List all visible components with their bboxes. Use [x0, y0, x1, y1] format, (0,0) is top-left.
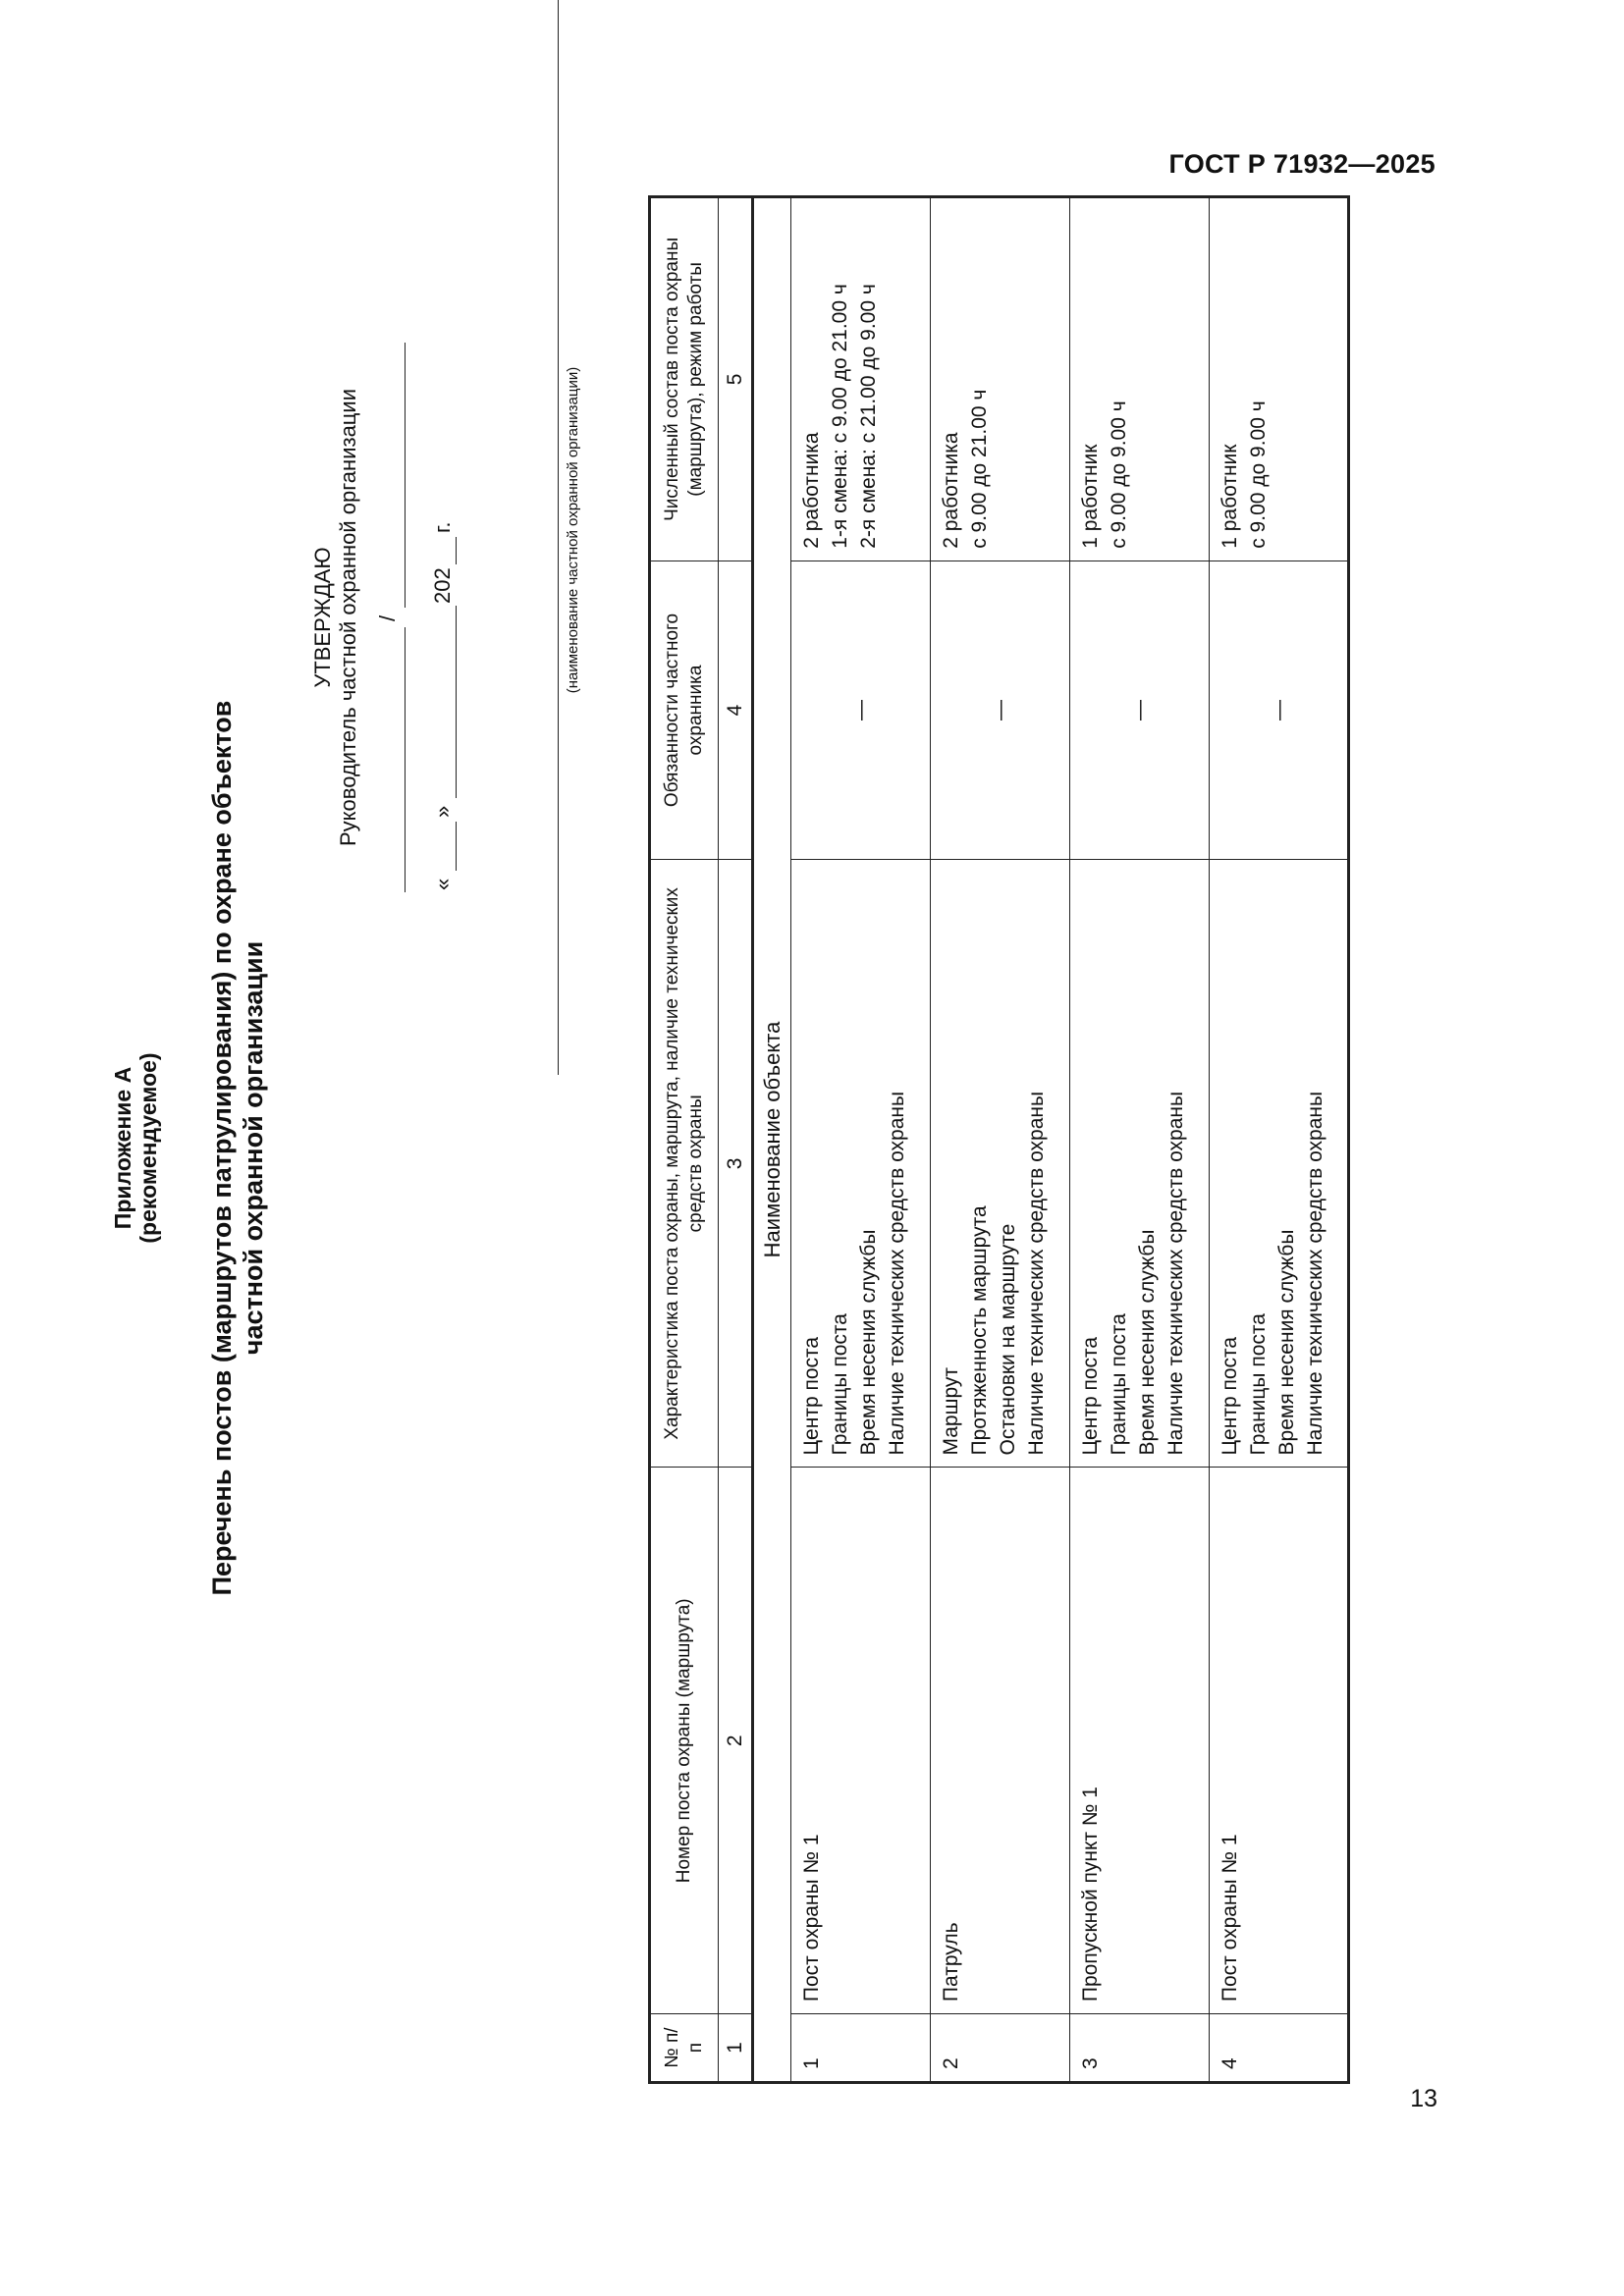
guard-duties: —: [1070, 561, 1210, 859]
staff-line: 2 работника: [940, 432, 962, 549]
row-number: 1: [791, 2014, 931, 2083]
appendix-heading: [110, 0, 161, 2296]
characteristic-line: Наличие технических средств охраны: [1304, 1091, 1326, 1456]
table-row: [1210, 197, 1349, 2083]
post-name: Пост охраны № 1: [791, 1468, 931, 2014]
column-number: 4: [719, 561, 753, 859]
guard-duties: —: [791, 561, 931, 859]
column-number: 2: [719, 1468, 753, 2014]
staff-line: 1-я смена: с 9.00 до 21.00 ч: [829, 284, 851, 549]
row-number: 4: [1210, 2014, 1349, 2083]
approval-block: [310, 333, 455, 902]
post-characteristics: [1070, 860, 1210, 1468]
staff-schedule: [931, 197, 1070, 561]
post-name: Пост охраны № 1: [1210, 1468, 1349, 2014]
characteristic-line: Протяженность маршрута: [968, 1205, 991, 1456]
table-row: [1070, 197, 1210, 2083]
staff-schedule: [791, 197, 931, 561]
standard-code: ГОСТ Р 71932—2025: [1168, 149, 1435, 179]
characteristic-line: Наличие технических средств охраны: [1164, 1091, 1187, 1456]
header-characteristics: Характеристика поста охраны, маршрута, наличие технических средств охраны: [650, 860, 719, 1468]
staff-line: 2 работника: [800, 432, 823, 549]
table-header-row: [650, 197, 719, 2083]
year-prefix: 202: [430, 567, 455, 604]
date-quote-open: «: [430, 878, 455, 890]
name-line: [405, 343, 406, 608]
characteristic-line: Время несения службы: [1275, 1229, 1298, 1456]
post-characteristics: [931, 860, 1070, 1468]
post-characteristics: [1210, 860, 1349, 1468]
appendix-status: (рекомендуемое): [135, 1052, 161, 1244]
characteristic-line: Границы поста: [1108, 1313, 1130, 1456]
document-title: [206, 0, 269, 2296]
characteristic-line: Остановки на маршруте: [997, 1223, 1019, 1456]
post-name: Пропускной пункт № 1: [1070, 1468, 1210, 2014]
characteristic-line: Границы поста: [1247, 1313, 1270, 1456]
characteristic-line: Наличие технических средств охраны: [886, 1091, 908, 1456]
title-line-2: частной охранной организации: [239, 940, 268, 1356]
column-number: 1: [719, 2014, 753, 2083]
signature-line: [405, 627, 406, 892]
organization-name-field: [558, 0, 581, 1075]
page-number: 13: [1410, 2085, 1437, 2112]
row-number: 3: [1070, 2014, 1210, 2083]
characteristic-line: Время несения службы: [857, 1229, 880, 1456]
title-line-1: Перечень постов (маршрутов патрулирования) по охране объектов: [207, 700, 237, 1596]
object-name-section: Наименование объекта: [753, 197, 791, 2083]
staff-schedule: [1070, 197, 1210, 561]
column-number: 5: [719, 197, 753, 561]
section-row: [753, 197, 791, 2083]
characteristic-line: Наличие технических средств охраны: [1025, 1091, 1048, 1456]
characteristic-line: Центр поста: [800, 1336, 823, 1456]
column-number: 3: [719, 860, 753, 1468]
characteristic-line: Время несения службы: [1136, 1229, 1159, 1456]
approval-heading: УТВЕРЖДАЮ: [310, 547, 335, 688]
guard-duties: —: [1210, 561, 1349, 859]
year-suffix: г.: [430, 521, 455, 533]
row-number: 2: [931, 2014, 1070, 2083]
header-number: № п/п: [650, 2014, 719, 2083]
month-line: [456, 606, 457, 798]
appendix-label: Приложение А: [110, 1066, 135, 1230]
staff-line: 2-я смена: с 21.00 до 9.00 ч: [857, 284, 880, 549]
table-row: [791, 197, 931, 2083]
staff-line: с 9.00 до 9.00 ч: [1108, 400, 1130, 549]
signature-slash: /: [375, 614, 400, 621]
day-line: [456, 822, 457, 871]
staff-line: 1 работник: [1079, 444, 1102, 549]
date-quote-close: »: [430, 805, 455, 818]
characteristic-line: Маршрут: [940, 1366, 962, 1456]
posts-table: [648, 195, 1350, 2084]
header-post: Номер поста охраны (маршрута): [650, 1468, 719, 2014]
characteristic-line: Центр поста: [1218, 1336, 1241, 1456]
column-number-row: [719, 197, 753, 2083]
approval-position: Руководитель частной охранной организации: [336, 389, 360, 846]
organization-name-caption: (наименование частной охранной организации): [565, 366, 581, 694]
staff-line: с 9.00 до 21.00 ч: [968, 389, 991, 549]
table-row: [931, 197, 1070, 2083]
organization-name-line: [558, 0, 559, 1075]
guard-duties: —: [931, 561, 1070, 859]
header-staff: Численный состав поста охраны (маршрута), режим работы: [650, 197, 719, 561]
staff-line: 1 работник: [1218, 444, 1241, 549]
characteristic-line: Центр поста: [1079, 1336, 1102, 1456]
year-line: [456, 537, 457, 564]
characteristic-line: Границы поста: [829, 1313, 851, 1456]
post-characteristics: [791, 860, 931, 1468]
staff-line: с 9.00 до 9.00 ч: [1247, 400, 1270, 549]
staff-schedule: [1210, 197, 1349, 561]
header-duties: Обязанности частного охранника: [650, 561, 719, 859]
post-name: Патруль: [931, 1468, 1070, 2014]
